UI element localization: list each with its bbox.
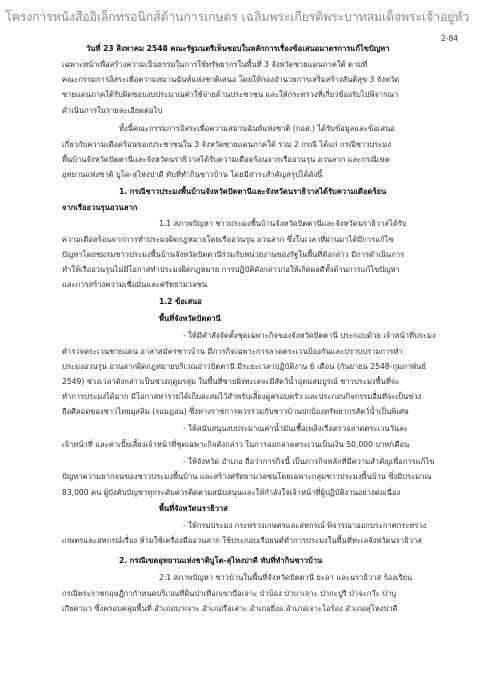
- paragraph-line: เกษตรและสหกรณ์เรื่อง ห้ามใช้เครื่องมืออวนลาก ใช้ประกอบเรือยนต์ทำการประมงในพื้นที่ทะเลจังหวัดนราธิวาส: [62, 536, 422, 545]
- paragraph-line: 2.1 สภาพปัญหา ชาวบ้านในพื้นที่จังหวัดปัตตานี ยะลา และนราธิวาส ร้องเรียน: [159, 573, 413, 582]
- paragraph-line: ตำรวจตระเวนชายแดน อาสาสมัครชาวบ้าน มีภารกิจเฉพาะการลาดตระเวนป้องกันและปราบปรามการทำ: [62, 347, 403, 356]
- paragraph-line: ชายแดนภาคใต้รับผิดชอบงบประมาณค่าใช้จ่ายด้านประชาชน และให้กระทรวงที่เกี่ยวข้องรับไปพิจารณา: [62, 90, 399, 99]
- paragraph-line: - ให้สนับสนุนงบประมาณค่าน้ำมันเชื้อเพลิงเรือตรวจลาดตระเวนวันละ: [183, 424, 408, 433]
- paragraph-line: พื้นบ้านจังหวัดปัตตานีและจังหวัดนราธิวาสได้รับความเดือดร้อนจากเรืออวนรุน อวนลาก และกรณีเขต: [62, 155, 390, 164]
- section-heading: 2. กรณีเขตอุทยานแห่งชาติบูโด-สุไหงปาดี ทับที่ทำกินชาวบ้าน: [119, 556, 323, 565]
- paragraph-line: เฉพาะหน้าเพื่อสร้างความเป็นธรรมในการใช้ทรัพยากรในพื้นที่ 3 จังหวัดชายแดนภาคใต้ ตามที่: [62, 60, 368, 69]
- paragraph-line: เกี่ยวกับความเดือดร้อนของประชาชนใน 3 จังหวัดชายแดนภาคใต้ รวม 2 กรณี ได้แก่ กรณีชาวประมง: [62, 140, 392, 149]
- paragraph-line: 2549) ช่วงเวลาดังกล่าวเป็นช่วงฤดูมรสุม ในพื้นที่ชายฝั่งทะเลจะมีสัตว์น้ำอุดมสมบูรณ์ ชาวประมงพื้นที่จะ: [62, 377, 400, 386]
- paragraph-line: อุทยานแห่งชาติ บูโด-สุไหงปาดี ทับที่ทำกินชาวบ้าน โดยมีสาระสำคัญสรุปได้ดังนี้: [62, 170, 323, 179]
- area-heading: พื้นที่จังหวัดนราธิวาส: [159, 504, 228, 513]
- paragraph-line: ปัญหาความยากจนของชาวประมงพื้นบ้าน และสร้างศรัทธามวลชนโดยเฉพาะกลุ่มชาวประมงพื้นบ้าน ซึ่งมีประมาณ: [62, 472, 432, 481]
- section-heading: 1. กรณีชาวประมงพื้นบ้านจังหวัดปัตตานีและจังหวัดนราธิวาสได้รับความเดือดร้อน: [119, 187, 387, 196]
- document-header: โครงการหนังสืออิเล็กทรอนิกส์ด้านการเกษตร เฉลิมพระเกียรติพระบาทสมเด็จพระเจ้าอยู่หัว: [5, 9, 470, 24]
- subsection-heading: 1.2 ข้อเสนอ: [159, 297, 202, 306]
- paragraph-line: - ให้มีคำสั่งจัดตั้งชุดเฉพาะกิจของจังหวัดปัตตานี ประกอบด้วย เจ้าหน้าที่ประมง: [183, 331, 436, 340]
- paragraph-line: ประมงอวนรุน อวนลากผิดกฎหมายบริเวณอ่าวปัตตานี มีระยะเวลาปฏิบัติงาน 6 เดือน (กันยายน 2548-กุมภาพันธ์: [62, 362, 427, 371]
- date-lead: วันที่ 23 สิงหาคม 2548 คณะรัฐมนตรีเห็นชอบในหลักการเรื่องข้อเสนอมาตรการแก้ไขปัญหา: [86, 44, 390, 53]
- paragraph-line: ถือศีลอดของชาวไทยมุสลิม (รอมฎอน) ซึ่งทางราชการควรร่วมกับชาวบ้านปกป้องทรัพยากรสัตว์น้ำเป็นพิเศษ: [62, 407, 409, 416]
- area-heading: พื้นที่จังหวัดปัตตานี: [159, 314, 221, 323]
- paragraph-line: ความเดือดร้อนจากการทำประมงผิดกฎหมายโดยเรืออวนรุน อวนลาก ซึ่งในเวลาที่ผ่านมาได้มีการแก้ไข: [62, 235, 394, 244]
- paragraph-line: - ให้จังหวัด อำเภอ ถือว่าการกิจนี้ เป็นภารกิจหลักที่มีความสำคัญเพื่อการแก้ไข: [183, 457, 435, 466]
- paragraph-line: เจ้าหน้าที่ และค่าเบี้ยเลี้ยงเจ้าหน้าที่ชุดเฉพาะกิจดังกล่าว ในการออกลาดตระเวนเป็นเงิน 50,000 บาท/เดือน: [62, 440, 410, 449]
- paragraph-line: ทั้งนี้คณะกรรมการอิสระเพื่อความสมานฉันท์แห่งชาติ (กอส.) ได้รับข้อมูลและข้อเสนอ: [119, 124, 395, 133]
- paragraph-line: - ให้กรมประมง กระทรวงเกษตรและสหกรณ์ พิจารณาออกประกาศกระทรวง: [183, 521, 427, 530]
- paragraph-line: และการสร้างความเชื่อมั่นและศรัทธามวลชน: [62, 280, 208, 289]
- paragraph-line: คณะกรรมการอิสระเพื่อความสมานฉันท์แห่งชาติเสนอ โดยให้กองอำนวยการเสริมสร้างสันติสุข 3 จังหวัด: [62, 75, 400, 84]
- section-heading: จากเรืออวนรุนอวนลาก: [62, 203, 138, 212]
- paragraph-line: ทำให้เรืออวนรุนไม่มีโอกาสทำประมงผิดกฎหมาย การปฏิบัติดังกล่าวก่อให้เกิดผลดีทั้งด้านการแก้ไขปัญหา: [62, 265, 400, 274]
- paragraph-line: ดำเนินการในรายละเอียดต่อไป: [62, 106, 163, 115]
- paragraph-line: เกียดาแว ซึ่งครอบคลุมพื้นที่ อำเภอบาเจาะ อำเภอรือเสาะ อำเภอยี่งอ อำเภอเจาะไอร้อง อำเภอสุไหงปาดี: [62, 604, 398, 613]
- page-number: 2-84: [440, 34, 458, 43]
- paragraph-line: กรณีพระราชกฤษฎีกากำหนดบริเวณที่ดินป่าเทือกเขาบือเจาะ ป่าบ้อง ป่าบาเจาะ ป่ากะปูรี ป่าจะกว๊ะ ป่าบู: [62, 589, 397, 598]
- paragraph-line: ทำการประมงได้มาก มีโอกาสหารายได้เก็บสะสมไว้สำหรับเลี้ยงดูครอบครัว และประกอบกิจกรรมอื่นที่จะเป็นช่วง: [62, 392, 422, 401]
- paragraph-line: ปัญหาโดยชมรมชาวประมงพื้นบ้านจังหวัดปัตตานีร่วมกับหน่วยงานของรัฐในพื้นที่ดังกล่าว มีการดำเนินการ: [62, 250, 405, 259]
- paragraph-line: [86, 44, 390, 54]
- paragraph-line: 1.1 สภาพปัญหา ชาวประมงพื้นบ้านจังหวัดปัตตานีและจังหวัดนราธิวาสได้รับ: [159, 219, 407, 228]
- paragraph-line: 83,000 คน ผู้บังคับบัญชาทุกระดับควรติดตามสนับสนุนและให้กำลังใจเจ้าหน้าที่ผู้ปฏิบัติงานอย่างต่อเนื่อง: [62, 488, 401, 497]
